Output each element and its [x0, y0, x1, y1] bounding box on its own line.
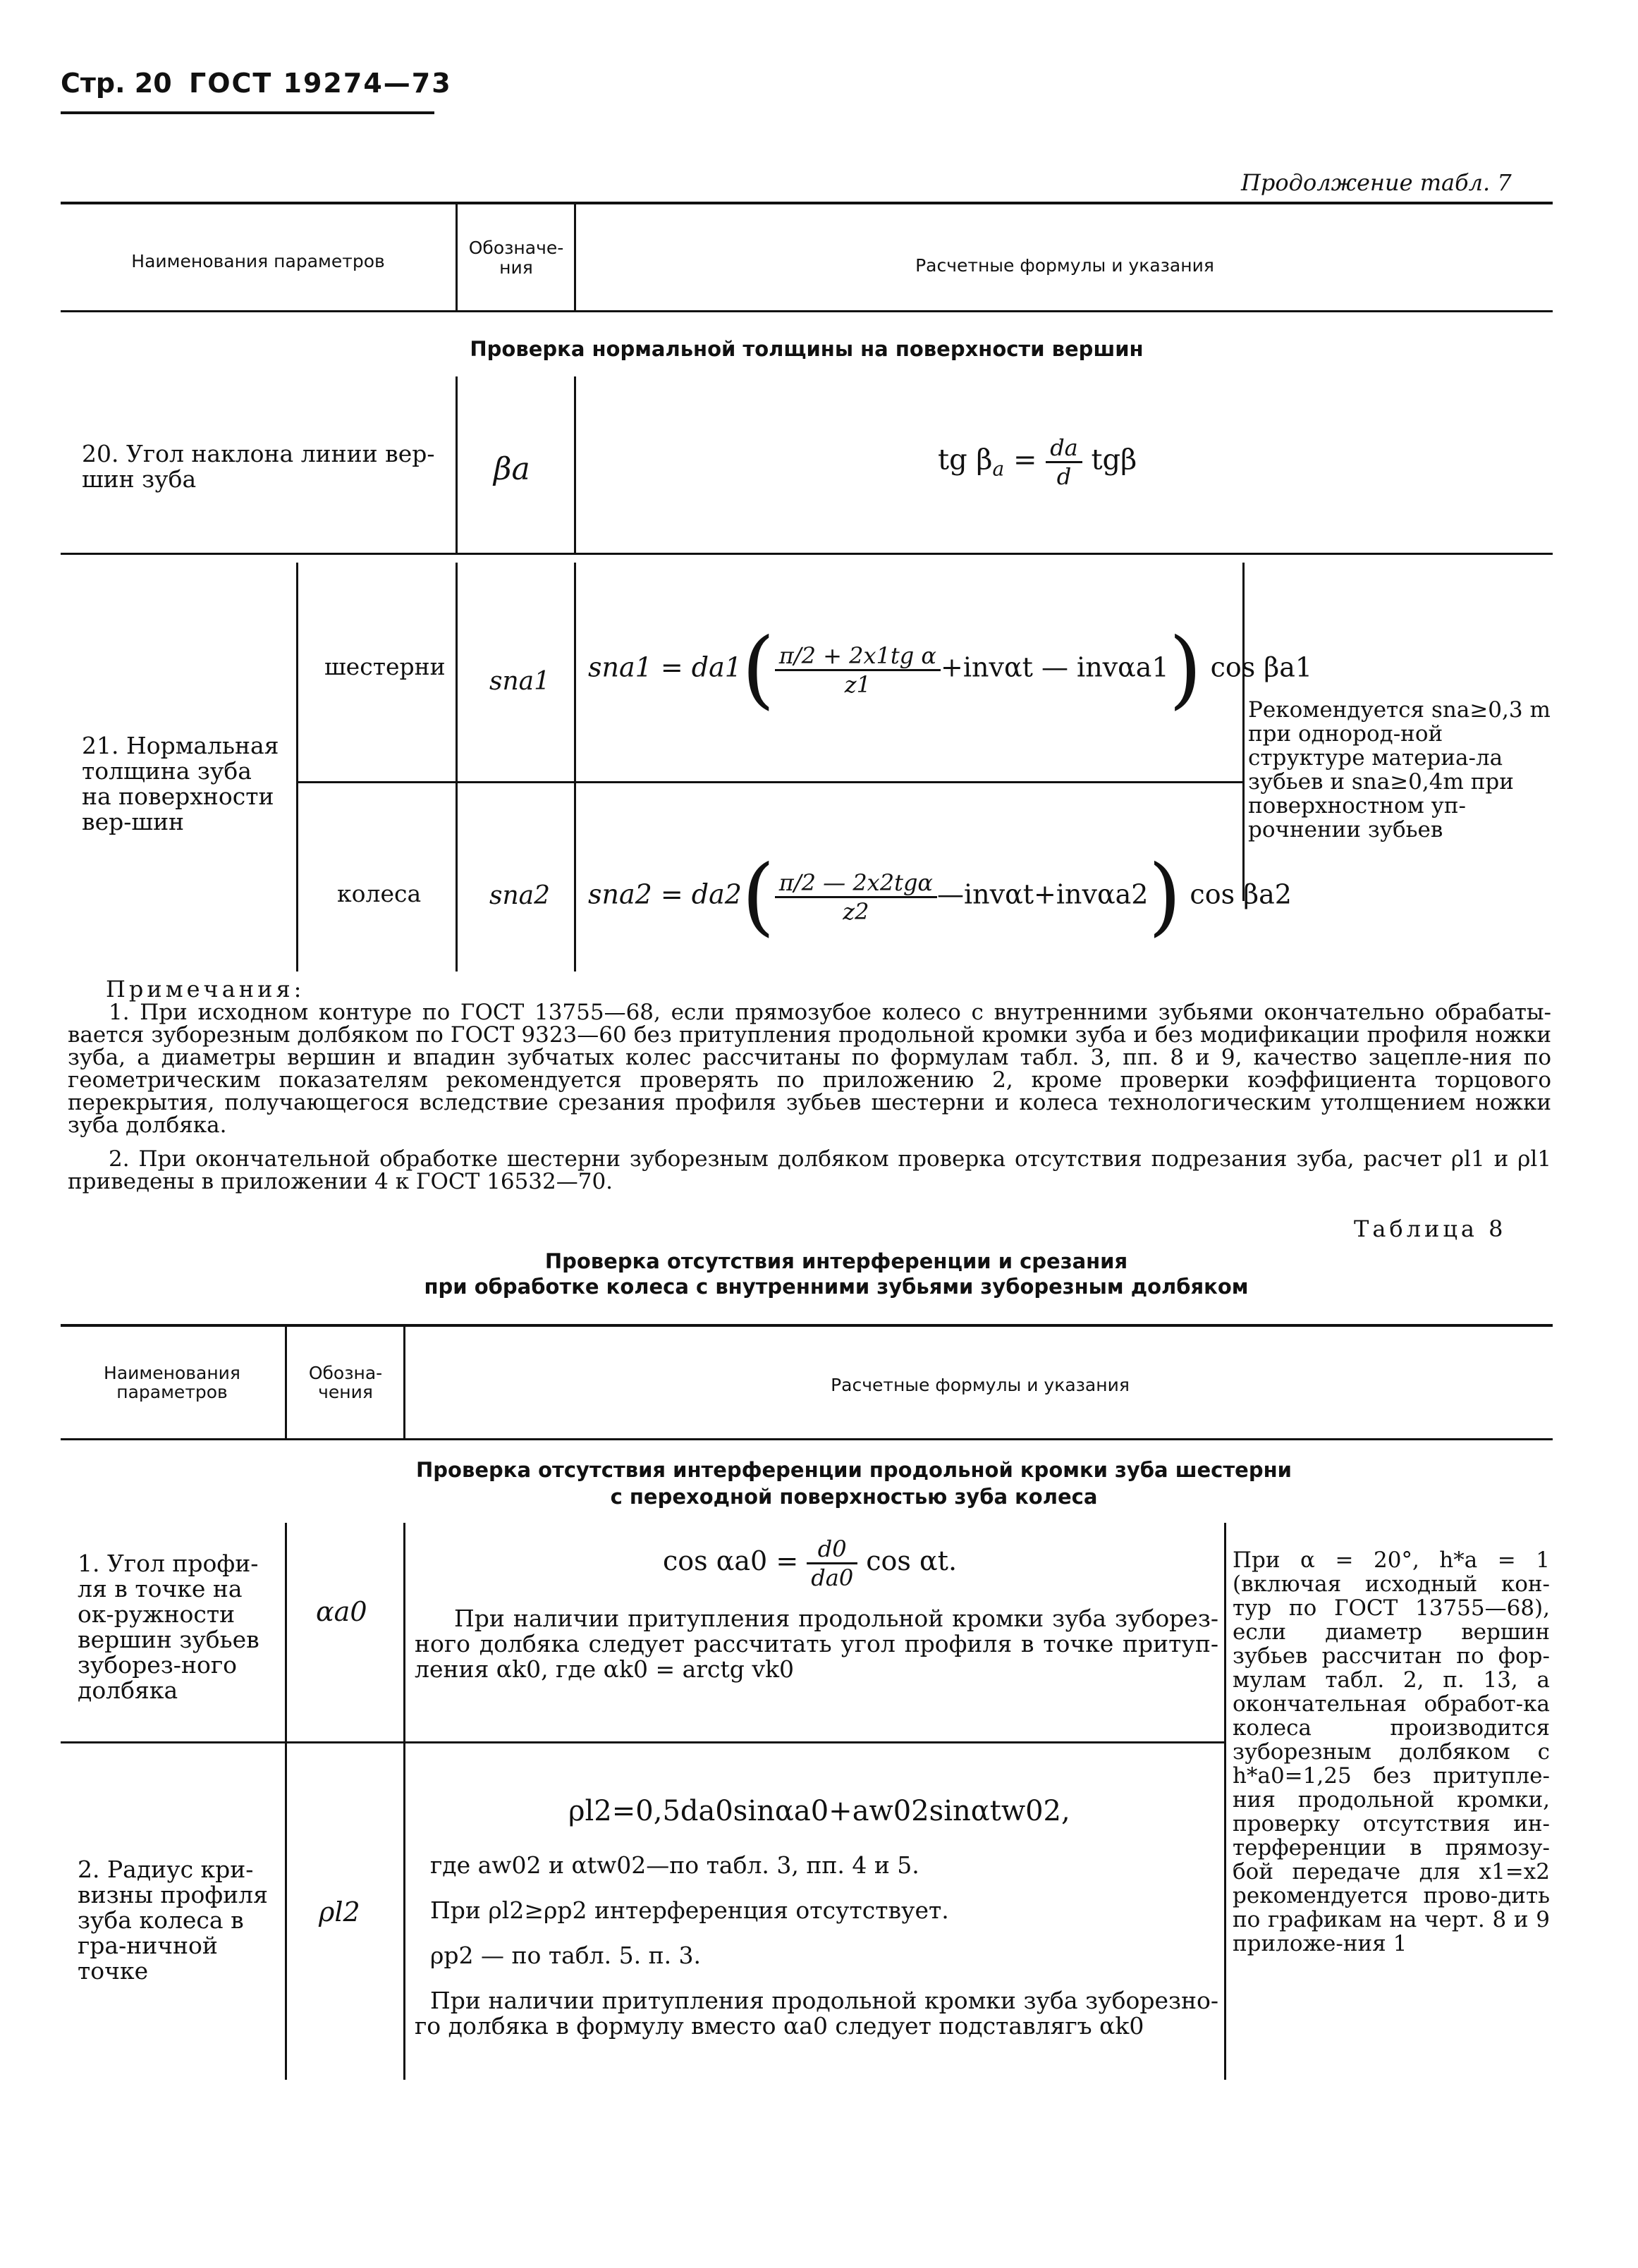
- table8-col3-header: Расчетные формулы и указания: [831, 1375, 1130, 1395]
- row21-gear-formula: sna2 = da2( $\frac{\text{π/2 — 2x2tgα}}{z2}$ —invαt+invαa2) cos βa2: [588, 847, 1292, 945]
- table8-body-divider-2: [403, 1523, 405, 2080]
- row21-pinion-symbol: sna1: [489, 667, 551, 696]
- table7-section-title: Проверка нормальной толщины на поверхности вершин: [470, 337, 1144, 361]
- t8-row2-name: 2. Радиус кри-визны профиля зуба колеса в гра-ничной точке: [78, 1856, 268, 1985]
- row20-symbol: βa: [494, 451, 530, 487]
- row21-gear-label: колеса: [337, 880, 422, 907]
- table7-row20-divider-1: [456, 376, 458, 553]
- row20-formula: tg $\beta_a$ = $\frac{da}{d}$ tgβ: [938, 434, 1137, 490]
- row21-pinion-formula: sna1 = da1( $\frac{\text{π/2 + 2x1tg α}}{z1}$ +invαt — invαa1) cos βa1: [588, 620, 1313, 718]
- note-2: 2. При окончательной обработке шестерни зуборезным долбяком проверка отсутствия подрезания зуба, расчет ρl1 и ρl1 приведены в приложении 4 к ГОСТ 16532—70.: [68, 1146, 1551, 1194]
- table8-body-divider-3: [1224, 1523, 1226, 2080]
- table8-section-line1: Проверка отсутствия интерференции продольной кромки зуба шестерни: [416, 1458, 1292, 1482]
- t8-row2-line2: При ρl2≥ρp2 интерференция отсутствует.: [430, 1896, 949, 1924]
- t8-row2-line3: ρp2 — по табл. 5. п. 3.: [430, 1942, 702, 1969]
- table8-col1-header: Наименования параметров: [104, 1363, 240, 1402]
- table8-row-rule: [61, 1741, 1224, 1743]
- note-1: 1. При исходном контуре по ГОСТ 13755—68, если прямозубое колесо с внутренними зубьями окончательно обрабаты-вается зуборезным долбяком по ГОСТ 9323—60 без притупления продольной кромки зуба и без модификации профиля ножки зуба, а диаметры вершин и впадин зубчатых колес рассчитаны по формулам табл. 3, пп. 8 и 9, качество зацепле-ния по геометрическим показателям рекомендуется проверять по приложению 2, кроме проверки коэффициента торцового перекрытия, получающегося вследствие срезания профиля зубьев шестерни и колеса технологическим утолщением ножки зуба долбяка.: [68, 1000, 1551, 1138]
- table8-section-line2: с переходной поверхностью зуба колеса: [610, 1485, 1098, 1509]
- table7-col3-header: Расчетные формулы и указания: [915, 255, 1214, 276]
- table7-row20-rule: [61, 553, 1553, 555]
- table8-header-divider-1: [285, 1327, 287, 1438]
- table7-header-divider-1: [456, 204, 458, 310]
- table7-header-rule: [61, 310, 1553, 312]
- table7-row21-divider-2: [574, 563, 576, 971]
- table7-row21-divider-1: [456, 563, 458, 971]
- t8-remark: При α = 20°, h*a = 1 (включая исходный кон-тур по ГОСТ 13755—68), если диаметр вершин зубьев рассчитан по фор-мулам табл. 2, п. 13, а окончательная обработ-ка колеса производится зуборезным долбяком с h*a0=1,25 без притупле-ния продольной кромки, проверку отсутствия ин-терференции в прямозу-бой передаче для x1=x2 рекомендуется прово-дить по графикам на черт. 8 и 9 приложе-ния 1: [1233, 1547, 1550, 1956]
- table7-header-divider-2: [574, 204, 576, 310]
- t8-row2-text: При наличии притупления продольной кромки зуба зуборезно-го долбяка в формулу вместо αa0 следует подставлягъ αk0: [415, 1987, 1218, 2040]
- notes-title: Примечания:: [106, 976, 305, 1003]
- table7-row20-divider-2: [574, 376, 576, 553]
- t8-row1-formula: cos αa0 = $\frac{d0}{da0}$ cos αt.: [663, 1536, 958, 1591]
- row21-name: 21. Нормальная толщина зуба на поверхности вер-шин: [82, 732, 279, 835]
- table7-col1-header: Наименования параметров: [131, 251, 385, 271]
- row21-pinion-label: шестерни: [324, 653, 446, 680]
- table8-label: Таблица 8: [1354, 1215, 1507, 1242]
- table8-header-rule: [61, 1438, 1553, 1440]
- t8-row2-formula: ρl2=0,5da0sinαa0+aw02sinαtw02,: [568, 1795, 1070, 1827]
- t8-row1-symbol: αa0: [316, 1596, 367, 1627]
- table7-top-rule: [61, 202, 1553, 204]
- t8-row1-name: 1. Угол профи-ля в точке на ок-ружности вершин зубьев зуборез-ного долбяка: [78, 1550, 259, 1704]
- table8-title-line2: при обработке колеса с внутренними зубьями зуборезным долбяком: [424, 1275, 1249, 1299]
- page-number: Стр. 20: [61, 68, 172, 99]
- table7-row21-divider-3: [1242, 563, 1245, 901]
- gost-number: ГОСТ 19274—73: [189, 68, 452, 99]
- table7-col2-header: Обозначе-ния: [468, 238, 564, 278]
- t8-row2-line1: где aw02 и αtw02—по табл. 3, пп. 4 и 5.: [430, 1851, 919, 1879]
- t8-row1-text: При наличии притупления продольной кромки зуба зуборез-ного долбяка следует рассчитать угол профиля в точке притуп-ления αk0, где αk0 = arctg vk0: [415, 1605, 1218, 1683]
- table8-title-line1: Проверка отсутствия интерференции и срезания: [544, 1249, 1128, 1273]
- header-underline: [61, 111, 434, 114]
- table8-col2-header: Обозна-чения: [308, 1363, 383, 1402]
- row21-gear-symbol: sna2: [489, 881, 551, 910]
- table8-header-divider-2: [403, 1327, 405, 1438]
- table7-row21-mid-rule: [296, 781, 1244, 783]
- t8-row2-symbol: ρl2: [319, 1896, 360, 1927]
- row21-remark: Рекомендуется sna≥0,3 m при однород-ной структуре материа-ла зубьев и sna≥0,4m при поверхностном уп-рочнении зубьев: [1248, 697, 1551, 842]
- table7-caption: Продолжение табл. 7: [1241, 169, 1512, 196]
- table7-row21-divider-0: [296, 563, 298, 971]
- table8-body-divider-1: [285, 1523, 287, 2080]
- row20-name: 20. Угол наклона линии вер-шин зуба: [82, 440, 435, 493]
